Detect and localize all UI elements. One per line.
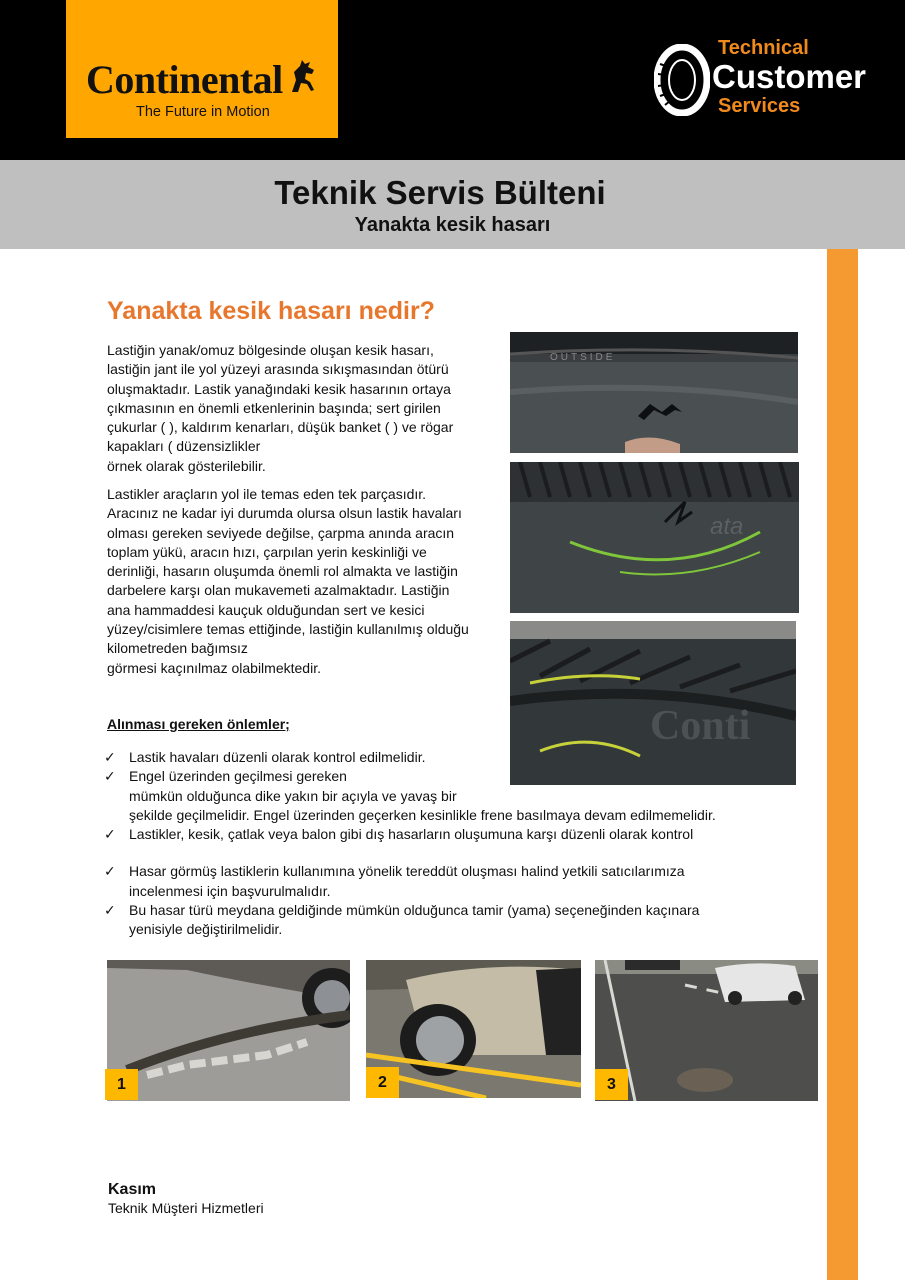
list-item-text: Hasar görmüş lastiklerin kullanımına yönelik tereddüt oluşması halind yetkili satıcılarımıza — [129, 863, 685, 880]
sidewall-text: OUTSIDE — [550, 352, 616, 363]
service-logo-line3: Services — [718, 95, 801, 117]
text-line: lastiğin jant ile yol yüzeyi arasında sıkışmasından ötürü — [107, 361, 449, 378]
list-item-text: Engel üzerinden geçilmesi gereken — [129, 768, 347, 785]
text-line: ana hammaddesi kauçuk olduğundan sert ve kesici — [107, 601, 425, 618]
text-line: Lastikler araçların yol ile temas eden tek parçasıdır. — [107, 486, 427, 502]
text-line: toplam yükü, aracın hızı, çarpılan yerin keskinliği ve — [107, 543, 427, 560]
horse-icon — [288, 58, 318, 94]
list-item-text: Lastik havaları düzenli olarak kontrol edilmelidir. — [129, 749, 426, 765]
brand-name: Continental — [86, 57, 283, 102]
continental-logo — [66, 0, 338, 138]
brand-tagline: The Future in Motion — [136, 104, 270, 120]
paragraph-1 — [107, 341, 497, 476]
measures-heading: Alınması gereken önlemler; — [107, 716, 290, 732]
check-icon: ✓ — [104, 863, 116, 880]
text-line: yüzey/cisimlere temas ettiğinde, lastiğin kullanılmış olduğu — [107, 621, 469, 638]
bulletin-title: Teknik Servis Bülteni — [274, 174, 606, 211]
service-logo-line1: Technical — [718, 37, 809, 59]
footer-month: Kasım — [108, 1181, 157, 1198]
list-item-text: şekilde geçilmelidir. Engel üzerinden geçerken kesinlikle frene basılmaya devam edilmemelidir. — [129, 806, 716, 823]
text-line: kapakları ( düzensizlikler — [107, 438, 261, 455]
side-accent-bar — [827, 249, 858, 1280]
bulletin-subtitle: Yanakta kesik hasarı — [354, 214, 551, 236]
example-photo-manhole — [595, 960, 818, 1101]
tire-icon — [654, 44, 710, 116]
list-item-text: yenisiyle değiştirilmelidir. — [129, 921, 283, 938]
list-item-text: mümkün olduğunca dike yakın bir açıyla ve yavaş bir — [129, 787, 457, 804]
text-line: oluşmaktadır. Lastik yanağındaki kesik hasarının ortaya — [107, 380, 451, 397]
text-line: kilometreden bağımsız — [107, 640, 248, 657]
example-photo-curb — [107, 960, 350, 1101]
tire-damage-photo-1 — [510, 332, 798, 453]
text-line: çıkmasının en önemli etkenlerinin başında; sert girilen — [107, 399, 441, 416]
check-icon: ✓ — [104, 749, 116, 765]
text-line: Lastiğin yanak/omuz bölgesinde oluşan kesik hasarı, — [107, 342, 434, 358]
sidewall-brand-text: Conti — [650, 703, 751, 749]
text-line: görmesi kaçınılmaz olabilmektedir. — [107, 659, 321, 676]
paragraph-2 — [107, 485, 497, 678]
list-item — [104, 901, 798, 940]
check-icon: ✓ — [104, 902, 116, 919]
photo-number-badge: 3 — [595, 1069, 628, 1100]
text-line: olması gereken seviyede değilse, çarpma anında aracın — [107, 524, 455, 541]
footer-department: Teknik Müşteri Hizmetleri — [108, 1200, 264, 1216]
list-item — [104, 825, 798, 844]
text-line: örnek olarak gösterilebilir. — [107, 457, 266, 474]
tire-damage-photo-2 — [510, 462, 799, 613]
list-item-text: Bu hasar türü meydana geldiğinde mümkün olduğunca tamir (yama) seçeneğinden kaçınara — [129, 902, 700, 919]
list-item — [104, 748, 798, 767]
text-line: çukurlar ( ), kaldırım kenarları, düşük banket ( ) ve rögar — [107, 419, 454, 436]
list-item-text: incelenmesi için başvurulmalıdır. — [129, 882, 331, 899]
section-heading: Yanakta kesik hasarı nedir? — [107, 297, 435, 325]
text-line: derinliği, hasarın oluşumda önemli rol almakta ve lastiğin — [107, 563, 458, 580]
list-item — [104, 767, 798, 825]
check-icon: ✓ — [104, 768, 116, 785]
photo-number-badge: 1 — [105, 1069, 138, 1100]
text-line: darbelere karşı olan mukavemeti azalmaktadır. Lastiğin — [107, 582, 450, 599]
text-line: Aracınız ne kadar iyi durumda olursa olsun lastik havaları — [107, 505, 462, 522]
svg-text:ata: ata — [710, 513, 744, 540]
header-bar — [0, 0, 905, 160]
photo-number-badge: 2 — [366, 1067, 399, 1098]
list-item-text: Lastikler, kesik, çatlak veya balon gibi dış hasarların oluşumuna karşı düzenli olarak kontrol — [129, 826, 694, 843]
check-icon: ✓ — [104, 826, 116, 843]
service-logo-line2: Customer — [712, 58, 867, 95]
list-item — [104, 862, 798, 901]
measures-list — [104, 748, 798, 940]
